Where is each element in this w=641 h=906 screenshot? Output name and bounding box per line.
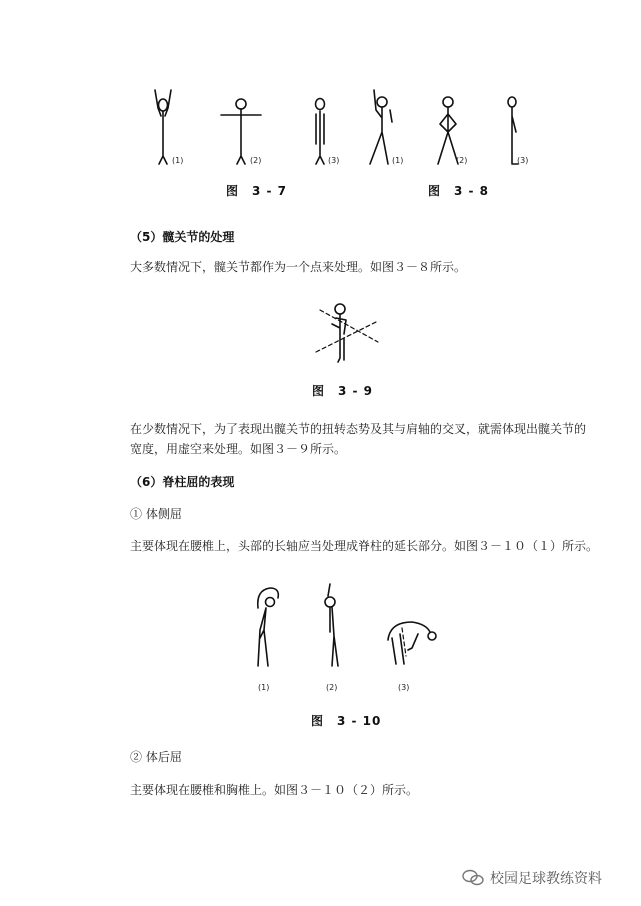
stick-figure-arms-out xyxy=(221,99,261,164)
section-5-paragraph-1: 大多数情况下，髋关节都作为一个点来处理。如图３－８所示。 xyxy=(130,260,467,274)
fig37-label-1: (1) xyxy=(172,156,184,165)
subsection-1-text: 主要体现在腰椎上，头部的长轴应当处理成脊柱的延长部分。如图３－１０（１）所示。 xyxy=(130,539,599,553)
section-5-heading: （5）髋关节的处理 xyxy=(130,230,235,244)
stick-figure-side xyxy=(316,99,325,165)
figure-3-7-caption: 图 3 - 7 xyxy=(226,184,288,198)
watermark xyxy=(462,868,602,888)
fig37-label-3: (3) xyxy=(328,156,340,165)
fig37-label-2: (2) xyxy=(250,156,262,165)
wechat-icon xyxy=(462,869,484,887)
figure-3-10-caption: 图 3 - 10 xyxy=(311,714,382,728)
figure-3-8-drawing xyxy=(362,88,532,173)
fig310-label-1: (1) xyxy=(258,683,270,692)
stick-figure-back-bend xyxy=(325,584,338,666)
stick-figure-side-bend xyxy=(258,588,279,666)
stick-figure-arm-raised xyxy=(370,90,392,164)
fig38-label-1: (1) xyxy=(392,156,404,165)
stick-figure-profile xyxy=(508,97,518,164)
section-5-paragraph-2-line-1: 在少数情况下，为了表现出髋关节的扭转态势及其与肩轴的交叉，就需体现出髋关节的 xyxy=(130,422,587,436)
subsection-2-text: 主要体现在腰椎和胸椎上。如图３－１０（２）所示。 xyxy=(130,783,419,797)
fig310-label-3: (3) xyxy=(398,683,410,692)
subsection-1-title: ① 体侧屈 xyxy=(130,507,182,521)
figure-3-9-drawing xyxy=(310,298,385,368)
fig38-label-2: (2) xyxy=(456,156,468,165)
section-6-heading: （6）脊柱屈的表现 xyxy=(130,475,235,489)
watermark-text: 校园足球教练资料 xyxy=(490,871,602,887)
figure-3-9-caption: 图 3 - 9 xyxy=(312,384,374,398)
section-5-paragraph-2-line-2: 宽度，用虚空来处理。如图３－９所示。 xyxy=(130,442,347,456)
figure-3-10-drawing xyxy=(240,578,440,673)
subsection-2-title: ② 体后屈 xyxy=(130,750,182,764)
fig38-label-3: (3) xyxy=(517,156,529,165)
figure-3-8-caption: 图 3 - 8 xyxy=(428,184,490,198)
stick-figure-forward-bend xyxy=(388,622,436,664)
fig310-label-2: (2) xyxy=(326,683,338,692)
stick-figure-arms-up xyxy=(155,90,171,164)
stick-figure-hands-on-hips xyxy=(438,97,458,164)
